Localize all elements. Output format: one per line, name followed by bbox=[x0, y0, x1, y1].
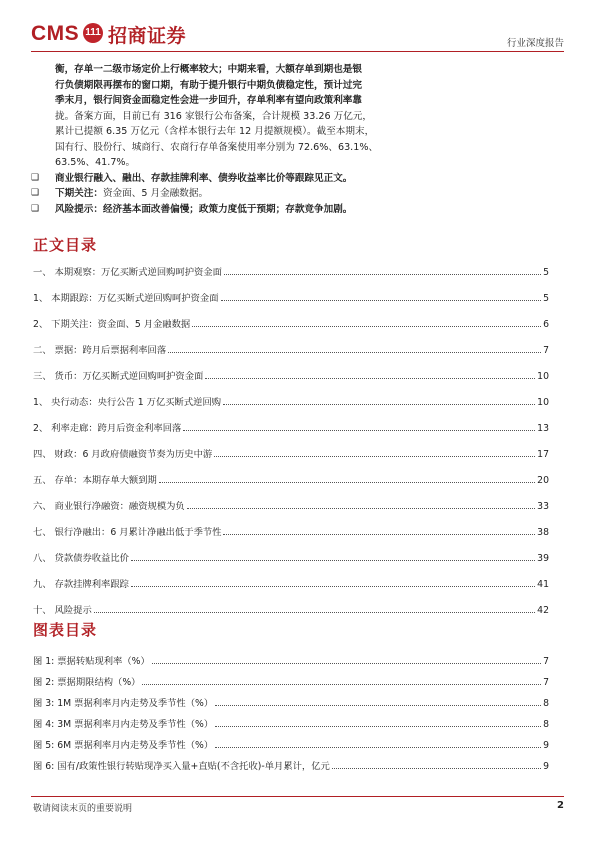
leader-dots bbox=[332, 768, 541, 769]
leader-dots bbox=[221, 300, 542, 301]
toc-entry-label: 一、 本期观察：万亿买断式逆回购呵护资金面 bbox=[33, 267, 222, 278]
toc-entry[interactable] bbox=[33, 341, 549, 356]
summary-block bbox=[31, 62, 563, 217]
toc-page-number: 10 bbox=[537, 371, 549, 382]
leader-dots bbox=[131, 586, 535, 587]
toc-page-number: 5 bbox=[543, 267, 549, 278]
leader-dots bbox=[215, 705, 541, 706]
leader-dots bbox=[168, 352, 541, 353]
leader-dots bbox=[94, 612, 535, 613]
leader-dots bbox=[152, 663, 541, 664]
figure-entry-label: 图 5: 6M 票据利率月内走势及季节性（%） bbox=[33, 740, 214, 751]
figure-entry[interactable] bbox=[33, 736, 549, 751]
toc-entry-label: 九、 存款挂牌利率跟踪 bbox=[33, 579, 129, 590]
figure-entry[interactable] bbox=[33, 652, 549, 667]
toc-entry-label: 六、 商业银行净融资：融资规模为负 bbox=[33, 501, 185, 512]
bullet-label: 商业银行融入、融出、存款挂牌利率、债券收益率比价等跟踪见正文。 bbox=[55, 172, 353, 184]
toc-page-number: 33 bbox=[537, 501, 549, 512]
summary-line: 63.5%、41.7%。 bbox=[55, 157, 136, 168]
bullet-text: 资金面、5 月金融数据。 bbox=[102, 188, 209, 199]
figure-page-number: 8 bbox=[543, 719, 549, 730]
toc-entry[interactable] bbox=[33, 523, 549, 538]
leader-dots bbox=[214, 456, 535, 457]
toc-page-number: 17 bbox=[537, 449, 549, 460]
bullet-square-icon: ❑ bbox=[31, 188, 40, 198]
leader-dots bbox=[183, 430, 535, 431]
summary-paragraph bbox=[31, 62, 563, 171]
figure-entry-label: 图 6: 国有/政策性银行转贴现净买入量+直贴(不含托收)-单月累计，亿元 bbox=[33, 761, 330, 772]
toc-entry[interactable] bbox=[33, 471, 549, 486]
summary-line: 行负债期限再摆布的窗口期，有助于提升银行中期负债稳定性，预计过完 bbox=[55, 79, 362, 91]
figure-entry-label: 图 2: 票据期限结构（%） bbox=[33, 677, 141, 688]
toc-page-number: 38 bbox=[537, 527, 549, 538]
logo-cms: CMS bbox=[31, 22, 80, 45]
summary-bullet bbox=[31, 171, 563, 187]
toc-entry-label: 五、 存单：本期存单大额到期 bbox=[33, 475, 157, 486]
figure-entry[interactable] bbox=[33, 757, 549, 772]
bullet-square-icon: ❑ bbox=[31, 172, 40, 183]
leader-dots bbox=[192, 326, 541, 327]
header-divider bbox=[31, 51, 564, 52]
toc-page-number: 6 bbox=[543, 319, 549, 330]
leader-dots bbox=[205, 378, 535, 379]
toc-title: 正文目录 bbox=[33, 236, 98, 254]
toc-entry-label: 七、 银行净融出：6 月累计净融出低于季节性 bbox=[33, 527, 222, 538]
leader-dots bbox=[131, 560, 535, 561]
toc-entry-label: 三、 货币：万亿买断式逆回购呵护资金面 bbox=[33, 371, 204, 382]
toc-page-number: 20 bbox=[537, 475, 549, 486]
toc-page-number: 41 bbox=[537, 579, 549, 590]
toc-page-number: 10 bbox=[537, 397, 549, 408]
toc-page-number: 13 bbox=[537, 423, 549, 434]
toc-entry[interactable] bbox=[33, 549, 549, 564]
leader-dots bbox=[215, 726, 541, 727]
toc-entry[interactable] bbox=[33, 419, 549, 434]
bullet-square-icon: ❑ bbox=[31, 203, 40, 214]
toc-page-number: 42 bbox=[537, 605, 549, 616]
summary-bullet bbox=[31, 202, 563, 218]
leader-dots bbox=[224, 274, 541, 275]
logo-badge-icon: 111 bbox=[83, 23, 103, 43]
toc-entry-label: 1、 央行动态：央行公告 1 万亿买断式逆回购 bbox=[33, 397, 222, 408]
figure-entry[interactable] bbox=[33, 694, 549, 709]
figure-entry-label: 图 4: 3M 票据利率月内走势及季节性（%） bbox=[33, 719, 214, 730]
toc-page-number: 7 bbox=[543, 345, 549, 356]
bullet-label: 下期关注： bbox=[55, 188, 103, 199]
toc-entry-label: 2、 利率走廊：跨月后资金利率回落 bbox=[33, 423, 182, 434]
figure-list bbox=[33, 652, 549, 772]
toc-entry[interactable] bbox=[33, 315, 549, 330]
toc-entry-label: 十、 风险提示 bbox=[33, 605, 92, 616]
summary-line: 累计已提额 6.35 万亿元（含样本银行去年 12 月提额规模）。截至本期末， bbox=[55, 126, 375, 137]
footer-divider bbox=[31, 796, 564, 797]
toc-page-number: 39 bbox=[537, 553, 549, 564]
figure-entry-label: 图 1: 票据转贴现利率（%） bbox=[33, 656, 150, 667]
figure-page-number: 7 bbox=[543, 656, 549, 667]
leader-dots bbox=[215, 747, 541, 748]
footer-disclaimer: 敬请阅读末页的重要说明 bbox=[33, 804, 133, 814]
toc-entry[interactable] bbox=[33, 445, 549, 460]
summary-line: 衡，存单一二级市场定价上行概率较大；中期来看，大额存单到期也是银 bbox=[55, 64, 362, 75]
summary-line: 季末月，银行间资金面稳定性会进一步回升，存单利率有望向政策利率靠 bbox=[55, 95, 362, 106]
page-number: 2 bbox=[557, 800, 564, 811]
toc-entry-label: 2、 下期关注：资金面、5 月金融数据 bbox=[33, 319, 191, 330]
figure-page-number: 7 bbox=[543, 677, 549, 688]
toc-page-number: 5 bbox=[543, 293, 549, 304]
figure-entry[interactable] bbox=[33, 715, 549, 730]
toc-entry[interactable] bbox=[33, 367, 549, 382]
toc-entry-label: 四、 财政：6 月政府债融资节奏为历史中游 bbox=[33, 449, 213, 460]
figure-entry-label: 图 3: 1M 票据利率月内走势及季节性（%） bbox=[33, 698, 214, 709]
toc-entry-label: 八、 贷款债券收益比价 bbox=[33, 553, 129, 564]
toc-list bbox=[33, 263, 549, 616]
leader-dots bbox=[142, 684, 541, 685]
toc-entry[interactable] bbox=[33, 263, 549, 278]
figures-title: 图表目录 bbox=[33, 621, 98, 639]
leader-dots bbox=[223, 404, 535, 405]
leader-dots bbox=[223, 534, 535, 535]
logo-company-name: 招商证券 bbox=[108, 25, 187, 47]
toc-entry-label: 二、 票据：跨月后票据利率回落 bbox=[33, 345, 167, 356]
toc-entry[interactable] bbox=[33, 575, 549, 590]
leader-dots bbox=[187, 508, 535, 509]
toc-entry[interactable] bbox=[33, 601, 549, 616]
summary-line: 拢。备案方面，目前已有 316 家银行公布备案，合计规模 33.26 万亿元， bbox=[55, 110, 373, 122]
figure-page-number: 9 bbox=[543, 761, 549, 772]
summary-bullet bbox=[31, 186, 563, 202]
report-type-label: 行业深度报告 bbox=[506, 38, 564, 49]
bullet-label: 风险提示：经济基本面改善偏慢；政策力度低于预期；存款竞争加剧。 bbox=[55, 203, 353, 215]
toc-entry[interactable] bbox=[33, 497, 549, 512]
figure-page-number: 8 bbox=[543, 698, 549, 709]
figure-page-number: 9 bbox=[543, 740, 549, 751]
leader-dots bbox=[159, 482, 535, 483]
toc-entry-label: 1、 本期跟踪：万亿买断式逆回购呵护资金面 bbox=[33, 293, 219, 304]
figure-entry[interactable] bbox=[33, 673, 549, 688]
toc-entry[interactable] bbox=[33, 393, 549, 408]
toc-entry[interactable] bbox=[33, 289, 549, 304]
summary-line: 国有行、股份行、城商行、农商行存单备案使用率分别为 72.6%、63.1%、 bbox=[55, 141, 379, 153]
